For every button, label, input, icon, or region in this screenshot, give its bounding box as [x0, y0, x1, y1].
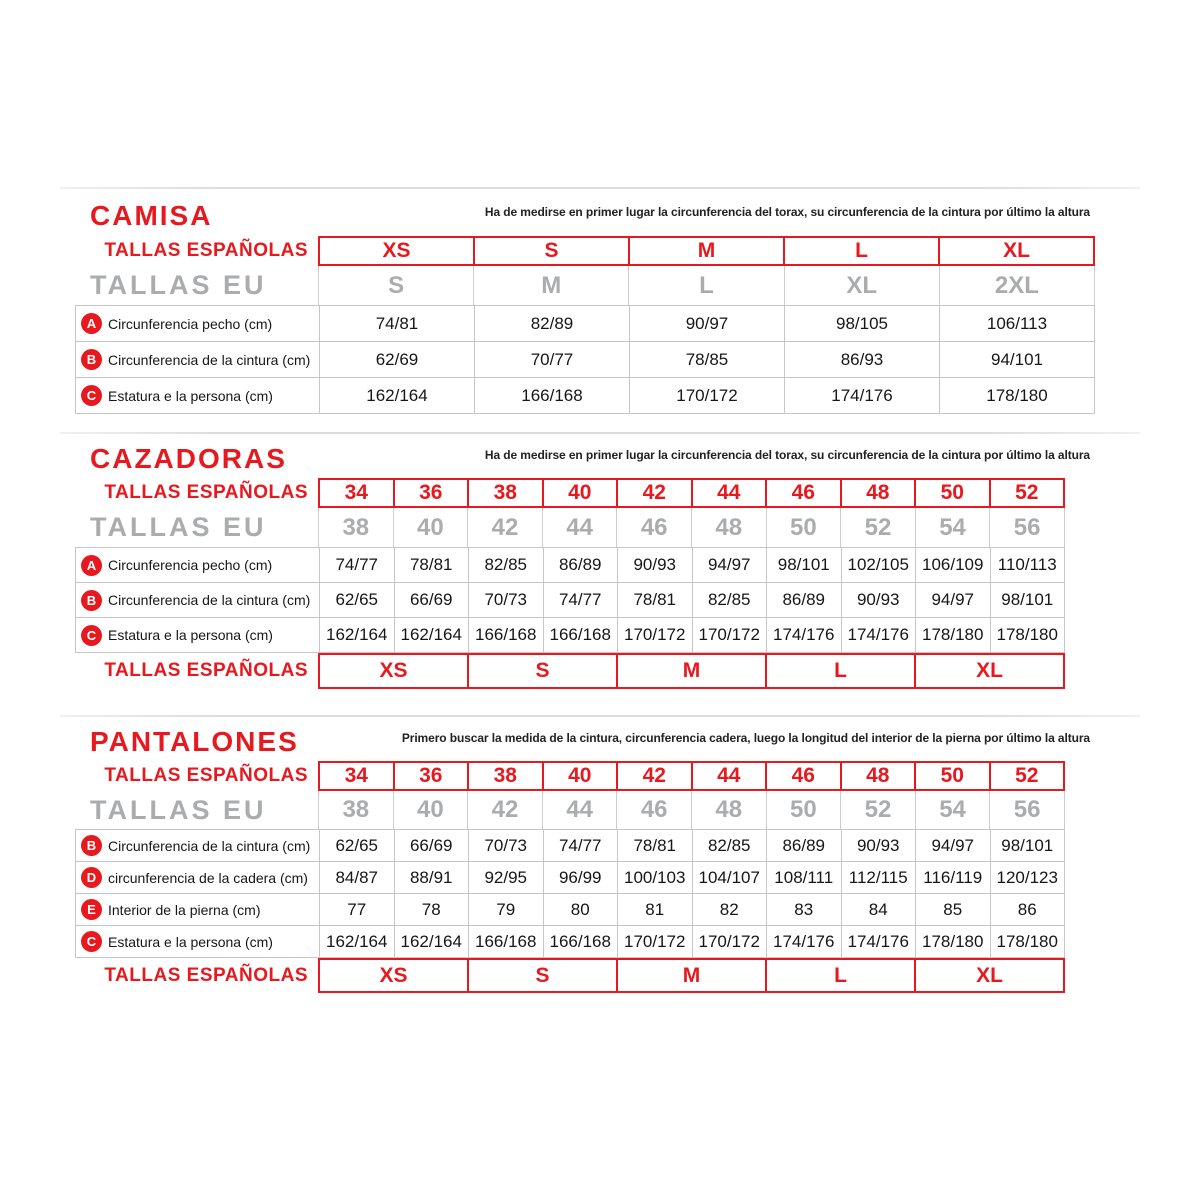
spanish-size-cell: S — [473, 236, 630, 266]
measurement-label-cell — [76, 862, 319, 893]
letter-badge: B — [81, 590, 102, 611]
section-divider — [60, 432, 1140, 434]
value-cell: 86/89 — [766, 830, 841, 861]
eu-sizes-cells — [318, 791, 1065, 829]
letter-badge: B — [81, 349, 102, 370]
measurement-row — [76, 830, 1064, 861]
eu-size-cell: 38 — [318, 791, 393, 829]
bottom-sizes-row — [75, 653, 1065, 689]
value-cell: 70/73 — [468, 583, 543, 617]
value-cell: 174/176 — [766, 618, 841, 652]
measurement-label-cell — [76, 306, 319, 341]
value-cell: 94/97 — [692, 548, 767, 582]
value-cell: 62/69 — [319, 342, 474, 377]
value-cell: 108/111 — [766, 862, 841, 893]
spanish-size-cell: 42 — [616, 478, 693, 508]
measurements-grid — [75, 305, 1095, 414]
value-cell: 78 — [394, 894, 469, 925]
value-cell: 90/93 — [617, 548, 692, 582]
value-cell: 106/109 — [915, 548, 990, 582]
measurement-label-cell — [76, 894, 319, 925]
spanish-size-cell: 36 — [393, 478, 470, 508]
spanish-size-cell: L — [783, 236, 940, 266]
section-cazadoras — [0, 432, 1200, 689]
eu-size-cell: 50 — [766, 508, 841, 547]
value-cell: 66/69 — [394, 583, 469, 617]
value-cell: 83 — [766, 894, 841, 925]
eu-size-cell: 42 — [467, 791, 542, 829]
spanish-size-cell: 36 — [393, 761, 470, 791]
letter-badge: C — [81, 385, 102, 406]
measurement-label: Estatura e la persona (cm) — [108, 627, 273, 643]
section-title: CAMISA — [90, 200, 213, 231]
section-header — [90, 199, 1090, 233]
bottom-size-cell: L — [765, 958, 916, 993]
measurement-row — [76, 548, 1064, 582]
value-cell: 86 — [990, 894, 1065, 925]
value-cell: 94/97 — [915, 583, 990, 617]
value-cell: 62/65 — [319, 583, 394, 617]
bottom-size-cell: S — [467, 958, 618, 993]
measurement-label-cell — [76, 926, 319, 957]
eu-size-cell: 54 — [915, 508, 990, 547]
section-description: Ha de medirse en primer lugar la circunferencia del torax, su circunferencia de la cintura por último la altura — [484, 448, 1090, 462]
spanish-sizes-cells — [318, 761, 1065, 791]
value-cell: 162/164 — [319, 926, 394, 957]
value-cell: 166/168 — [543, 926, 618, 957]
eu-sizes-label: TALLAS EU — [90, 794, 267, 825]
eu-sizes-label: TALLAS EU — [90, 512, 267, 542]
value-cell: 174/176 — [841, 926, 916, 957]
measurement-values — [319, 378, 1094, 413]
measurement-label: Estatura e la persona (cm) — [108, 933, 273, 950]
value-cell: 116/119 — [915, 862, 990, 893]
spanish-sizes-row — [75, 761, 1065, 791]
spanish-size-cell: 50 — [914, 478, 991, 508]
measurement-values — [319, 830, 1064, 861]
value-cell: 82 — [692, 894, 767, 925]
eu-size-cell: 52 — [840, 508, 915, 547]
bottom-size-cell: XL — [914, 653, 1065, 689]
eu-size-cell: S — [318, 266, 473, 305]
eu-sizes-cells — [318, 266, 1095, 305]
value-cell: 174/176 — [784, 378, 939, 413]
value-cell: 82/85 — [468, 548, 543, 582]
eu-size-cell: 40 — [393, 791, 468, 829]
eu-sizes-label: TALLAS EU — [90, 270, 267, 300]
eu-size-cell: L — [628, 266, 783, 305]
eu-size-cell: 40 — [393, 508, 468, 547]
eu-size-cell: 52 — [840, 791, 915, 829]
value-cell: 162/164 — [319, 618, 394, 652]
value-cell: 166/168 — [468, 926, 543, 957]
eu-sizes-row — [75, 266, 1095, 305]
size-table — [75, 761, 1065, 993]
measurement-row — [76, 861, 1064, 893]
eu-size-cell: 46 — [616, 791, 691, 829]
measurement-values — [319, 894, 1064, 925]
section-description: Primero buscar la medida de la cintura, circunferencia cadera, luego la longitud del interior de la pierna por último la altura — [401, 731, 1090, 745]
value-cell: 81 — [617, 894, 692, 925]
measurement-label-cell — [76, 830, 319, 861]
value-cell: 104/107 — [692, 862, 767, 893]
letter-badge: B — [81, 835, 102, 856]
eu-size-cell: 56 — [989, 791, 1065, 829]
spanish-size-cell: M — [628, 236, 785, 266]
value-cell: 84/87 — [319, 862, 394, 893]
value-cell: 166/168 — [474, 378, 629, 413]
measurement-label: Circunferencia pecho (cm) — [108, 315, 273, 332]
spanish-size-cell: 52 — [989, 478, 1066, 508]
measurement-values — [319, 862, 1064, 893]
value-cell: 74/77 — [319, 548, 394, 582]
eu-size-cell: 46 — [616, 508, 691, 547]
bottom-sizes-cells — [318, 653, 1065, 689]
measurement-values — [319, 618, 1064, 652]
eu-size-cell: 48 — [691, 791, 766, 829]
value-cell: 162/164 — [394, 618, 469, 652]
measurement-row — [76, 341, 1094, 377]
value-cell: 79 — [468, 894, 543, 925]
section-camisa — [0, 187, 1200, 414]
spanish-size-cell: 46 — [765, 761, 842, 791]
value-cell: 78/81 — [617, 830, 692, 861]
value-cell: 90/93 — [841, 830, 916, 861]
spanish-sizes-row — [75, 478, 1065, 508]
spanish-size-cell: 46 — [765, 478, 842, 508]
value-cell: 86/93 — [784, 342, 939, 377]
bottom-size-cell: XS — [318, 958, 469, 993]
value-cell: 170/172 — [692, 926, 767, 957]
value-cell: 162/164 — [319, 378, 474, 413]
eu-sizes-row — [75, 791, 1065, 829]
spanish-size-cell: 38 — [467, 761, 544, 791]
section-title: CAZADORAS — [90, 443, 287, 474]
spanish-size-cell: 42 — [616, 761, 693, 791]
value-cell: 170/172 — [692, 618, 767, 652]
bottom-size-cell: XS — [318, 653, 469, 689]
size-table — [75, 478, 1065, 689]
value-cell: 178/180 — [990, 618, 1065, 652]
measurement-row — [76, 377, 1094, 413]
spanish-size-cell: 38 — [467, 478, 544, 508]
value-cell: 112/115 — [841, 862, 916, 893]
spanish-sizes-cells — [318, 236, 1095, 266]
value-cell: 77 — [319, 894, 394, 925]
spanish-sizes-label: TALLAS ESPAÑOLAS — [104, 482, 308, 503]
letter-badge: E — [81, 899, 102, 920]
spanish-size-cell: 52 — [989, 761, 1066, 791]
measurement-values — [319, 306, 1094, 341]
measurement-row — [76, 582, 1064, 617]
measurement-label: circunferencia de la cadera (cm) — [108, 869, 308, 886]
value-cell: 170/172 — [629, 378, 784, 413]
spanish-size-cell: 40 — [542, 478, 619, 508]
value-cell: 96/99 — [543, 862, 618, 893]
spanish-size-cell: 44 — [691, 761, 768, 791]
spanish-size-cell: 34 — [318, 761, 395, 791]
letter-badge: A — [81, 555, 102, 576]
measurements-grid — [75, 547, 1065, 653]
letter-badge: C — [81, 625, 102, 646]
measurement-label-cell — [76, 342, 319, 377]
bottom-size-cell: XL — [914, 958, 1065, 993]
spanish-sizes-label: TALLAS ESPAÑOLAS — [104, 765, 308, 786]
value-cell: 120/123 — [990, 862, 1065, 893]
value-cell: 98/101 — [990, 830, 1065, 861]
value-cell: 106/113 — [939, 306, 1094, 341]
measurement-values — [319, 548, 1064, 582]
spanish-sizes-label: TALLAS ESPAÑOLAS — [104, 240, 308, 261]
measurement-label-cell — [76, 548, 319, 582]
bottom-size-cell: M — [616, 958, 767, 993]
value-cell: 174/176 — [841, 618, 916, 652]
value-cell: 86/89 — [543, 548, 618, 582]
spanish-size-cell: 50 — [914, 761, 991, 791]
measurement-label: Circunferencia pecho (cm) — [108, 557, 273, 573]
measurements-grid — [75, 829, 1065, 958]
eu-size-cell: 44 — [542, 508, 617, 547]
value-cell: 70/73 — [468, 830, 543, 861]
section-divider — [60, 715, 1140, 717]
spanish-sizes-row — [75, 236, 1095, 266]
value-cell: 174/176 — [766, 926, 841, 957]
measurement-row — [76, 617, 1064, 652]
value-cell: 94/97 — [915, 830, 990, 861]
spanish-size-cell: XL — [938, 236, 1095, 266]
eu-size-cell: 38 — [318, 508, 393, 547]
eu-sizes-row — [75, 508, 1065, 547]
eu-size-cell: 42 — [467, 508, 542, 547]
letter-badge: C — [81, 931, 102, 952]
eu-size-cell: 48 — [691, 508, 766, 547]
eu-size-cell: 54 — [915, 791, 990, 829]
bottom-sizes-cells — [318, 958, 1065, 993]
value-cell: 62/65 — [319, 830, 394, 861]
measurement-values — [319, 926, 1064, 957]
value-cell: 82/85 — [692, 830, 767, 861]
letter-badge: D — [81, 867, 102, 888]
value-cell: 94/101 — [939, 342, 1094, 377]
value-cell: 85 — [915, 894, 990, 925]
spanish-size-cell: 34 — [318, 478, 395, 508]
value-cell: 170/172 — [617, 926, 692, 957]
value-cell: 90/93 — [841, 583, 916, 617]
letter-badge: A — [81, 313, 102, 334]
eu-size-cell: 2XL — [939, 266, 1095, 305]
bottom-size-cell: L — [765, 653, 916, 689]
value-cell: 170/172 — [617, 618, 692, 652]
measurement-row — [76, 925, 1064, 957]
value-cell: 74/77 — [543, 830, 618, 861]
eu-size-cell: 44 — [542, 791, 617, 829]
measurement-label: Circunferencia de la cintura (cm) — [108, 592, 311, 608]
spanish-size-cell: 44 — [691, 478, 768, 508]
section-description: Ha de medirse en primer lugar la circunferencia del torax, su circunferencia de la cintura por último la altura — [484, 205, 1090, 219]
value-cell: 80 — [543, 894, 618, 925]
bottom-sizes-label: TALLAS ESPAÑOLAS — [104, 660, 308, 681]
value-cell: 78/85 — [629, 342, 784, 377]
value-cell: 166/168 — [543, 618, 618, 652]
spanish-sizes-cells — [318, 478, 1065, 508]
value-cell: 110/113 — [990, 548, 1065, 582]
value-cell: 178/180 — [990, 926, 1065, 957]
value-cell: 166/168 — [468, 618, 543, 652]
value-cell: 98/101 — [990, 583, 1065, 617]
measurement-values — [319, 342, 1094, 377]
value-cell: 70/77 — [474, 342, 629, 377]
spanish-size-cell: 48 — [840, 761, 917, 791]
measurement-label: Circunferencia de la cintura (cm) — [108, 837, 311, 854]
measurement-row — [76, 893, 1064, 925]
value-cell: 178/180 — [939, 378, 1094, 413]
value-cell: 162/164 — [394, 926, 469, 957]
eu-size-cell: XL — [784, 266, 939, 305]
measurement-row — [76, 306, 1094, 341]
section-header — [90, 442, 1090, 476]
value-cell: 98/101 — [766, 548, 841, 582]
value-cell: 74/81 — [319, 306, 474, 341]
size-table — [75, 236, 1095, 414]
value-cell: 88/91 — [394, 862, 469, 893]
spanish-size-cell: 48 — [840, 478, 917, 508]
section-divider — [60, 187, 1140, 189]
bottom-sizes-label: TALLAS ESPAÑOLAS — [104, 964, 308, 986]
section-title: PANTALONES — [90, 726, 299, 757]
measurement-label: Circunferencia de la cintura (cm) — [108, 351, 311, 368]
value-cell: 78/81 — [394, 548, 469, 582]
value-cell: 82/89 — [474, 306, 629, 341]
bottom-size-cell: S — [467, 653, 618, 689]
spanish-size-cell: 40 — [542, 761, 619, 791]
measurement-label: Interior de la pierna (cm) — [108, 901, 261, 918]
value-cell: 74/77 — [543, 583, 618, 617]
eu-size-cell: 56 — [989, 508, 1065, 547]
eu-size-cell: 50 — [766, 791, 841, 829]
section-header — [90, 725, 1090, 759]
value-cell: 66/69 — [394, 830, 469, 861]
value-cell: 90/97 — [629, 306, 784, 341]
eu-size-cell: M — [473, 266, 628, 305]
value-cell: 102/105 — [841, 548, 916, 582]
value-cell: 82/85 — [692, 583, 767, 617]
value-cell: 98/105 — [784, 306, 939, 341]
value-cell: 178/180 — [915, 618, 990, 652]
spanish-size-cell: XS — [318, 236, 475, 266]
measurement-label-cell — [76, 583, 319, 617]
eu-sizes-cells — [318, 508, 1065, 547]
value-cell: 92/95 — [468, 862, 543, 893]
measurement-values — [319, 583, 1064, 617]
bottom-size-cell: M — [616, 653, 767, 689]
measurement-label: Estatura e la persona (cm) — [108, 387, 273, 404]
measurement-label-cell — [76, 378, 319, 413]
bottom-sizes-row — [75, 958, 1065, 993]
section-pantalones — [0, 715, 1200, 993]
measurement-label-cell — [76, 618, 319, 652]
value-cell: 84 — [841, 894, 916, 925]
value-cell: 100/103 — [617, 862, 692, 893]
value-cell: 86/89 — [766, 583, 841, 617]
value-cell: 178/180 — [915, 926, 990, 957]
value-cell: 78/81 — [617, 583, 692, 617]
